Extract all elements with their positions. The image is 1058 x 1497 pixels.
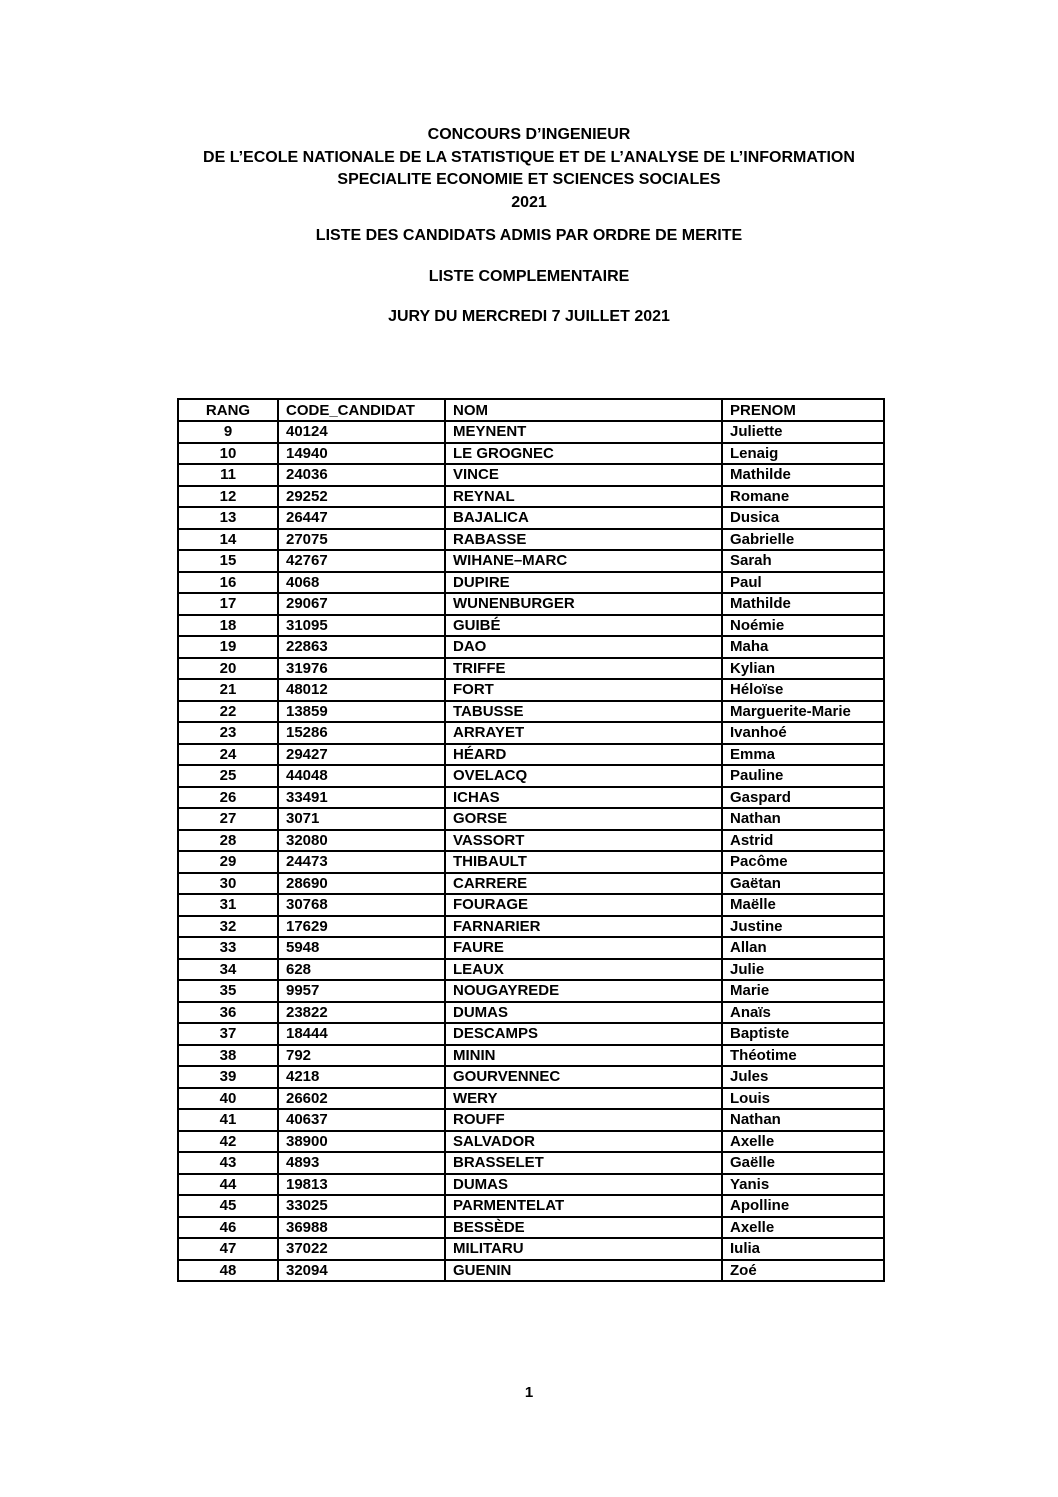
table-row xyxy=(178,1174,884,1196)
table-cell: BAJALICA xyxy=(445,507,722,529)
table-cell: 30 xyxy=(178,873,278,895)
table-cell: BRASSELET xyxy=(445,1152,722,1174)
table-cell: 14940 xyxy=(278,443,445,465)
table-cell: 29252 xyxy=(278,486,445,508)
table-cell: ARRAYET xyxy=(445,722,722,744)
table-cell: Gaëtan xyxy=(722,873,884,895)
table-row xyxy=(178,787,884,809)
table-cell: DESCAMPS xyxy=(445,1023,722,1045)
table-cell: ROUFF xyxy=(445,1109,722,1131)
table-cell: Maha xyxy=(722,636,884,658)
table-cell: 40 xyxy=(178,1088,278,1110)
table-cell: Mathilde xyxy=(722,464,884,486)
results-table-body xyxy=(178,421,884,1281)
table-cell: 34 xyxy=(178,959,278,981)
table-row xyxy=(178,529,884,551)
table-cell: 33 xyxy=(178,937,278,959)
table-cell: Héloïse xyxy=(722,679,884,701)
table-cell: Maëlle xyxy=(722,894,884,916)
table-cell: 24 xyxy=(178,744,278,766)
table-cell: 40124 xyxy=(278,421,445,443)
table-cell: 20 xyxy=(178,658,278,680)
header-row xyxy=(178,399,884,421)
table-cell: 29 xyxy=(178,851,278,873)
table-cell: OVELACQ xyxy=(445,765,722,787)
table-cell: Justine xyxy=(722,916,884,938)
document-title-line: CONCOURS D’INGENIEUR xyxy=(427,126,631,143)
table-cell: MEYNENT xyxy=(445,421,722,443)
table-cell: 24473 xyxy=(278,851,445,873)
document-title-line: 2021 xyxy=(511,193,547,211)
table-cell: SALVADOR xyxy=(445,1131,722,1153)
table-cell: Anaïs xyxy=(722,1002,884,1024)
table-cell: THIBAULT xyxy=(445,851,722,873)
table-cell: 29427 xyxy=(278,744,445,766)
table-cell: Pauline xyxy=(722,765,884,787)
table-cell: 31976 xyxy=(278,658,445,680)
table-cell: Romane xyxy=(722,486,884,508)
table-cell: Lenaig xyxy=(722,443,884,465)
table-cell: 33025 xyxy=(278,1195,445,1217)
table-cell: CARRERE xyxy=(445,873,722,895)
table-row xyxy=(178,1002,884,1024)
list-title: LISTE DES CANDIDATS ADMIS PAR ORDRE DE MERITE xyxy=(315,227,743,244)
table-row xyxy=(178,1217,884,1239)
table-cell: 15286 xyxy=(278,722,445,744)
table-cell: Pacôme xyxy=(722,851,884,873)
column-header-nom: NOM xyxy=(445,399,722,421)
table-row xyxy=(178,1238,884,1260)
table-cell: REYNAL xyxy=(445,486,722,508)
table-cell: 31095 xyxy=(278,615,445,637)
table-cell: 13 xyxy=(178,507,278,529)
table-cell: Nathan xyxy=(722,1109,884,1131)
table-cell: 19 xyxy=(178,636,278,658)
table-cell: 35 xyxy=(178,980,278,1002)
table-cell: 23822 xyxy=(278,1002,445,1024)
table-row xyxy=(178,1131,884,1153)
table-cell: GOURVENNEC xyxy=(445,1066,722,1088)
page-number: 1 xyxy=(524,1384,534,1401)
column-header-prenom: PRENOM xyxy=(722,399,884,421)
table-cell: Gabrielle xyxy=(722,529,884,551)
table-cell: Gaspard xyxy=(722,787,884,809)
table-cell: Nathan xyxy=(722,808,884,830)
table-cell: 11 xyxy=(178,464,278,486)
table-cell: Ivanhoé xyxy=(722,722,884,744)
table-cell: GORSE xyxy=(445,808,722,830)
column-header-rang: RANG xyxy=(178,399,278,421)
table-cell: 5948 xyxy=(278,937,445,959)
table-cell: 42 xyxy=(178,1131,278,1153)
table-cell: FOURAGE xyxy=(445,894,722,916)
table-cell: 18 xyxy=(178,615,278,637)
table-cell: 22 xyxy=(178,701,278,723)
table-row xyxy=(178,722,884,744)
table-cell: 792 xyxy=(278,1045,445,1067)
table-cell: 3071 xyxy=(278,808,445,830)
table-cell: VINCE xyxy=(445,464,722,486)
table-cell: 43 xyxy=(178,1152,278,1174)
table-cell: 24036 xyxy=(278,464,445,486)
table-row xyxy=(178,658,884,680)
table-cell: WERY xyxy=(445,1088,722,1110)
table-cell: WUNENBURGER xyxy=(445,593,722,615)
results-table xyxy=(177,398,885,1282)
table-row xyxy=(178,959,884,981)
table-cell: DAO xyxy=(445,636,722,658)
table-cell: 12 xyxy=(178,486,278,508)
table-cell: FAURE xyxy=(445,937,722,959)
table-cell: GUIBÉ xyxy=(445,615,722,637)
table-cell: NOUGAYREDE xyxy=(445,980,722,1002)
table-cell: Baptiste xyxy=(722,1023,884,1045)
table-cell: 13859 xyxy=(278,701,445,723)
table-cell: Noémie xyxy=(722,615,884,637)
results-table-header xyxy=(178,399,884,421)
table-cell: Marie xyxy=(722,980,884,1002)
table-cell: Marguerite-Marie xyxy=(722,701,884,723)
table-cell: 31 xyxy=(178,894,278,916)
table-cell: 16 xyxy=(178,572,278,594)
table-cell: Sarah xyxy=(722,550,884,572)
table-cell: 25 xyxy=(178,765,278,787)
table-row xyxy=(178,615,884,637)
document-title-block xyxy=(0,124,1058,214)
table-cell: 36 xyxy=(178,1002,278,1024)
table-row xyxy=(178,679,884,701)
list-subtitle: LISTE COMPLEMENTAIRE xyxy=(428,268,630,285)
table-cell: 47 xyxy=(178,1238,278,1260)
table-row xyxy=(178,1066,884,1088)
table-row xyxy=(178,701,884,723)
table-cell: 4068 xyxy=(278,572,445,594)
table-row xyxy=(178,1195,884,1217)
table-cell: 17629 xyxy=(278,916,445,938)
table-cell: Gaëlle xyxy=(722,1152,884,1174)
table-cell: 23 xyxy=(178,722,278,744)
table-cell: 37022 xyxy=(278,1238,445,1260)
table-cell: 26447 xyxy=(278,507,445,529)
table-cell: LE GROGNEC xyxy=(445,443,722,465)
table-cell: 27075 xyxy=(278,529,445,551)
table-row xyxy=(178,980,884,1002)
table-cell: 46 xyxy=(178,1217,278,1239)
table-cell: Allan xyxy=(722,937,884,959)
table-cell: Juliette xyxy=(722,421,884,443)
table-cell: 4893 xyxy=(278,1152,445,1174)
table-cell: FARNARIER xyxy=(445,916,722,938)
table-cell: 29067 xyxy=(278,593,445,615)
table-cell: 32 xyxy=(178,916,278,938)
table-cell: MILITARU xyxy=(445,1238,722,1260)
table-cell: GUENIN xyxy=(445,1260,722,1282)
table-cell: Julie xyxy=(722,959,884,981)
table-row xyxy=(178,916,884,938)
table-row xyxy=(178,894,884,916)
table-cell: 42767 xyxy=(278,550,445,572)
table-cell: 10 xyxy=(178,443,278,465)
table-cell: Louis xyxy=(722,1088,884,1110)
table-cell: Zoé xyxy=(722,1260,884,1282)
table-cell: 48012 xyxy=(278,679,445,701)
table-cell: 33491 xyxy=(278,787,445,809)
table-cell: 32094 xyxy=(278,1260,445,1282)
table-row xyxy=(178,507,884,529)
table-cell: Emma xyxy=(722,744,884,766)
table-cell: WIHANE–MARC xyxy=(445,550,722,572)
column-header-code-candidat: CODE_CANDIDAT xyxy=(278,399,445,421)
table-row xyxy=(178,443,884,465)
table-cell: Jules xyxy=(722,1066,884,1088)
table-row xyxy=(178,851,884,873)
table-row xyxy=(178,636,884,658)
table-cell: Axelle xyxy=(722,1217,884,1239)
table-cell: 28690 xyxy=(278,873,445,895)
table-cell: 4218 xyxy=(278,1066,445,1088)
table-row xyxy=(178,464,884,486)
table-cell: 19813 xyxy=(278,1174,445,1196)
table-cell: 37 xyxy=(178,1023,278,1045)
table-cell: 38 xyxy=(178,1045,278,1067)
table-cell: Axelle xyxy=(722,1131,884,1153)
table-cell: Kylian xyxy=(722,658,884,680)
table-row xyxy=(178,873,884,895)
table-row xyxy=(178,1023,884,1045)
table-row xyxy=(178,744,884,766)
table-row xyxy=(178,1088,884,1110)
table-cell: 22863 xyxy=(278,636,445,658)
table-cell: 26602 xyxy=(278,1088,445,1110)
table-cell: 48 xyxy=(178,1260,278,1282)
table-cell: 41 xyxy=(178,1109,278,1131)
table-row xyxy=(178,572,884,594)
table-row xyxy=(178,1152,884,1174)
table-cell: LEAUX xyxy=(445,959,722,981)
table-row xyxy=(178,486,884,508)
table-cell: Yanis xyxy=(722,1174,884,1196)
table-row xyxy=(178,550,884,572)
table-cell: BESSÈDE xyxy=(445,1217,722,1239)
table-cell: 32080 xyxy=(278,830,445,852)
table-row xyxy=(178,830,884,852)
table-cell: 36988 xyxy=(278,1217,445,1239)
jury-date-line: JURY DU MERCREDI 7 JUILLET 2021 xyxy=(388,308,670,325)
table-row xyxy=(178,1045,884,1067)
table-cell: Astrid xyxy=(722,830,884,852)
table-cell: DUMAS xyxy=(445,1002,722,1024)
table-cell: 17 xyxy=(178,593,278,615)
table-cell: 39 xyxy=(178,1066,278,1088)
table-cell: ICHAS xyxy=(445,787,722,809)
document-title-line: SPECIALITE ECONOMIE ET SCIENCES SOCIALES xyxy=(337,171,721,188)
table-cell: HÉARD xyxy=(445,744,722,766)
table-cell: 9957 xyxy=(278,980,445,1002)
table-cell: Apolline xyxy=(722,1195,884,1217)
table-cell: 40637 xyxy=(278,1109,445,1131)
table-row xyxy=(178,765,884,787)
document-title-line: DE L’ECOLE NATIONALE DE LA STATISTIQUE ET DE L’ANALYSE DE L’INFORMATION xyxy=(203,148,855,166)
table-cell: 44048 xyxy=(278,765,445,787)
table-cell: 26 xyxy=(178,787,278,809)
table-cell: 28 xyxy=(178,830,278,852)
table-cell: 15 xyxy=(178,550,278,572)
table-cell: 14 xyxy=(178,529,278,551)
table-cell: TRIFFE xyxy=(445,658,722,680)
table-cell: Paul xyxy=(722,572,884,594)
table-cell: MININ xyxy=(445,1045,722,1067)
table-row xyxy=(178,1260,884,1282)
table-row xyxy=(178,421,884,443)
table-cell: 27 xyxy=(178,808,278,830)
table-cell: Dusica xyxy=(722,507,884,529)
table-cell: Théotime xyxy=(722,1045,884,1067)
table-cell: PARMENTELAT xyxy=(445,1195,722,1217)
table-row xyxy=(178,808,884,830)
table-cell: RABASSE xyxy=(445,529,722,551)
table-cell: VASSORT xyxy=(445,830,722,852)
table-cell: Iulia xyxy=(722,1238,884,1260)
table-cell: DUPIRE xyxy=(445,572,722,594)
table-cell: 44 xyxy=(178,1174,278,1196)
table-row xyxy=(178,937,884,959)
table-cell: 45 xyxy=(178,1195,278,1217)
table-cell: 9 xyxy=(178,421,278,443)
table-cell: 18444 xyxy=(278,1023,445,1045)
table-cell: 30768 xyxy=(278,894,445,916)
table-cell: TABUSSE xyxy=(445,701,722,723)
table-cell: 628 xyxy=(278,959,445,981)
table-cell: Mathilde xyxy=(722,593,884,615)
table-row xyxy=(178,593,884,615)
table-cell: 21 xyxy=(178,679,278,701)
table-cell: DUMAS xyxy=(445,1174,722,1196)
table-row xyxy=(178,1109,884,1131)
table-cell: 38900 xyxy=(278,1131,445,1153)
table-cell: FORT xyxy=(445,679,722,701)
